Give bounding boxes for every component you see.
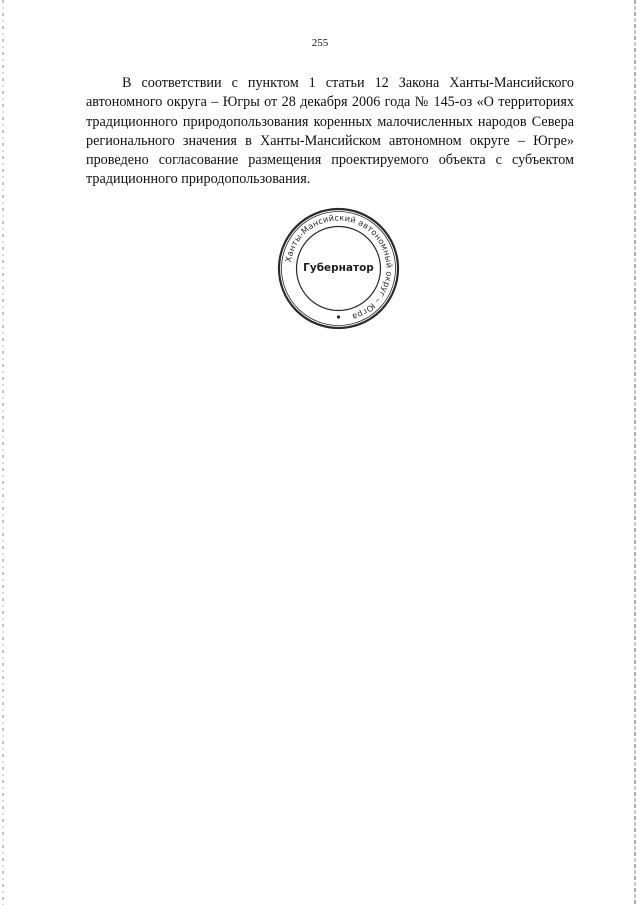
page-number: 255 xyxy=(311,37,329,49)
scan-edge-left xyxy=(2,0,4,905)
body-paragraph: В соответствии с пунктом 1 статьи 12 Закона Ханты-Мансийского автономного округа – Югры от 28 декабря 2006 года № 145-оз «О территориях традиционного природопользования коренных малочисленных народов Севера регионального значения в Ханты-Мансийском автономном округе – Югре» проведено согласование размещения проектируемого объекта с субъектом традиционного природопользования. xyxy=(86,75,574,188)
seal-star-mark xyxy=(337,315,340,318)
official-seal xyxy=(277,207,400,330)
seal-graphic xyxy=(277,207,400,330)
seal-ring-text: Ханты-Мансийский автономный округ – Югра xyxy=(282,212,395,323)
seal-center-text: Губернатор xyxy=(303,262,374,274)
scan-edge-right xyxy=(634,0,636,905)
